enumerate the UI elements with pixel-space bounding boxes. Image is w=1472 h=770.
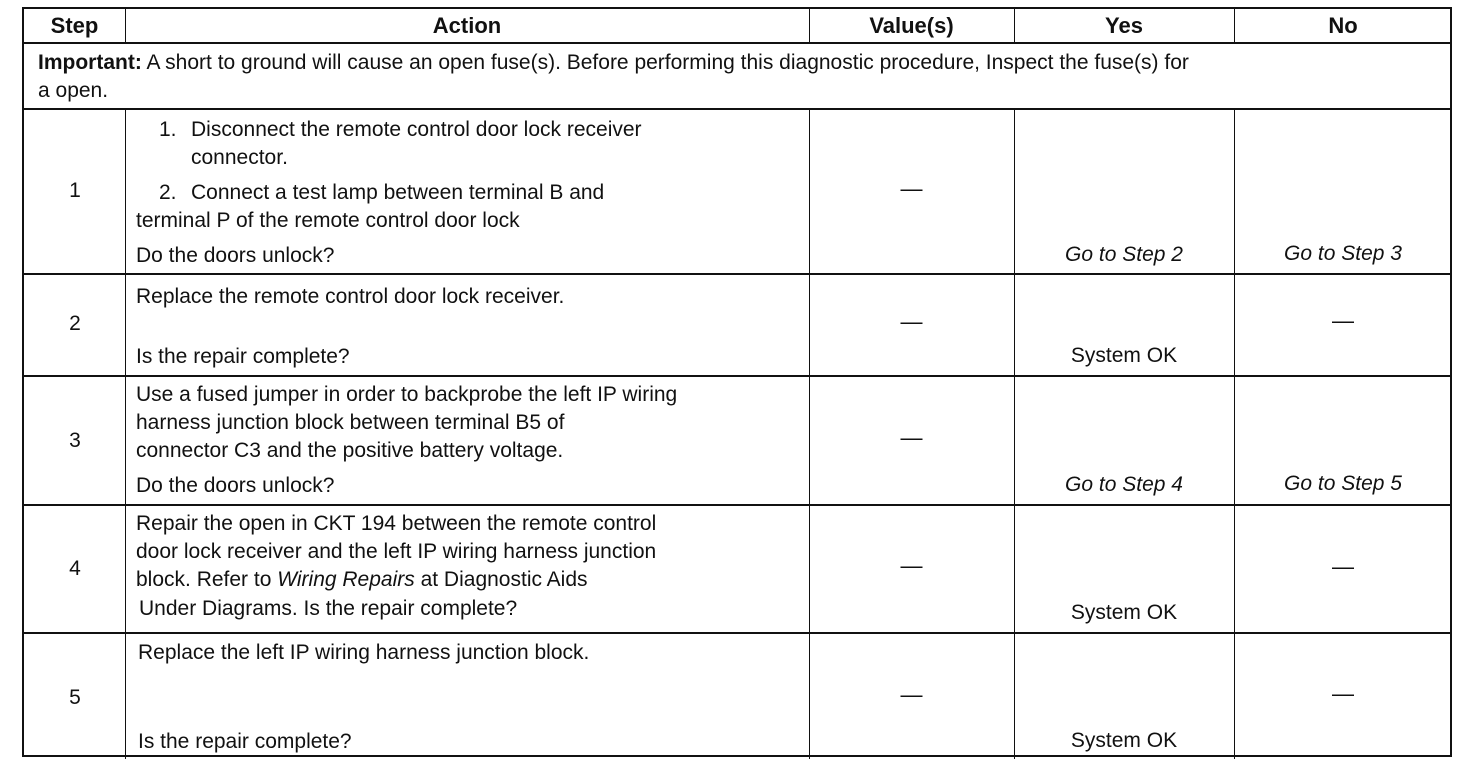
- action-question: Do the doors unlock?: [136, 474, 335, 497]
- action-text: harness junction block between terminal B5 of: [136, 411, 565, 434]
- action-text: Replace the left IP wiring harness junction block.: [138, 641, 590, 664]
- no-cell: Go to Step 5: [1284, 472, 1402, 495]
- action-question: Is the repair complete?: [136, 345, 350, 368]
- row-divider: [24, 273, 1450, 275]
- value-cell: —: [900, 553, 923, 578]
- column-divider: [1014, 109, 1015, 759]
- action-text: Use a fused jumper in order to backprobe the left IP wiring: [136, 383, 678, 406]
- value-cell: —: [900, 176, 923, 201]
- step-number: 1: [69, 179, 81, 202]
- no-cell: —: [1332, 681, 1354, 706]
- yes-cell: Go to Step 2: [1065, 243, 1183, 266]
- step-number: 3: [69, 429, 81, 452]
- header-yes: Yes: [1105, 13, 1143, 38]
- step-number: 5: [69, 686, 81, 709]
- row-divider: [24, 632, 1450, 634]
- column-divider: [1234, 109, 1235, 759]
- action-text: Connect a test lamp between terminal B and: [191, 181, 605, 204]
- header-no: No: [1328, 13, 1358, 38]
- yes-cell: System OK: [1070, 729, 1178, 752]
- important-label: Important:: [38, 51, 142, 74]
- header-step: Step: [50, 13, 99, 38]
- action-question: Is the repair complete?: [138, 730, 352, 753]
- action-text: block. Refer to: [136, 568, 278, 591]
- action-text: connector.: [191, 146, 288, 169]
- action-item-number: 2.: [159, 181, 177, 204]
- action-text: Repair the open in CKT 194 between the remote control: [136, 512, 657, 535]
- action-text: Replace the remote control door lock receiver.: [136, 285, 565, 308]
- diagnostic-table: [22, 7, 1452, 757]
- important-line-1: [38, 49, 1189, 77]
- action-text: door lock receiver and the left IP wiring harness junction: [136, 540, 657, 563]
- value-cell: —: [900, 425, 923, 450]
- action-text: terminal P of the remote control door lock: [136, 209, 520, 232]
- row-divider: [24, 504, 1450, 506]
- action-text: connector C3 and the positive battery voltage.: [136, 439, 564, 462]
- action-question: Do the doors unlock?: [136, 244, 335, 267]
- wiring-repairs-reference: Wiring Repairs: [277, 568, 415, 591]
- yes-cell: System OK: [1070, 344, 1178, 367]
- value-cell: —: [900, 682, 923, 707]
- header-values: Value(s): [869, 13, 954, 38]
- no-cell: Go to Step 3: [1284, 242, 1402, 265]
- yes-cell: Go to Step 4: [1065, 473, 1183, 496]
- no-cell: —: [1332, 308, 1354, 333]
- yes-cell: System OK: [1070, 601, 1178, 624]
- row-divider: [24, 375, 1450, 377]
- important-line-2: a open.: [38, 79, 109, 102]
- action-text: Disconnect the remote control door lock receiver: [191, 118, 642, 141]
- step-number: 4: [69, 557, 81, 580]
- value-cell: —: [900, 309, 923, 334]
- step-number: 2: [69, 312, 81, 335]
- action-text-with-reference: [136, 566, 588, 594]
- action-text: at Diagnostic Aids: [414, 568, 588, 591]
- important-text: A short to ground will cause an open fuse(s). Before performing this diagnostic procedure, Inspect the fuse(s) for: [141, 51, 1189, 74]
- action-question: Under Diagrams. Is the repair complete?: [139, 597, 518, 620]
- action-item-number: 1.: [159, 118, 177, 141]
- no-cell: —: [1332, 554, 1354, 579]
- important-divider: [24, 108, 1450, 110]
- header-action: Action: [432, 13, 502, 38]
